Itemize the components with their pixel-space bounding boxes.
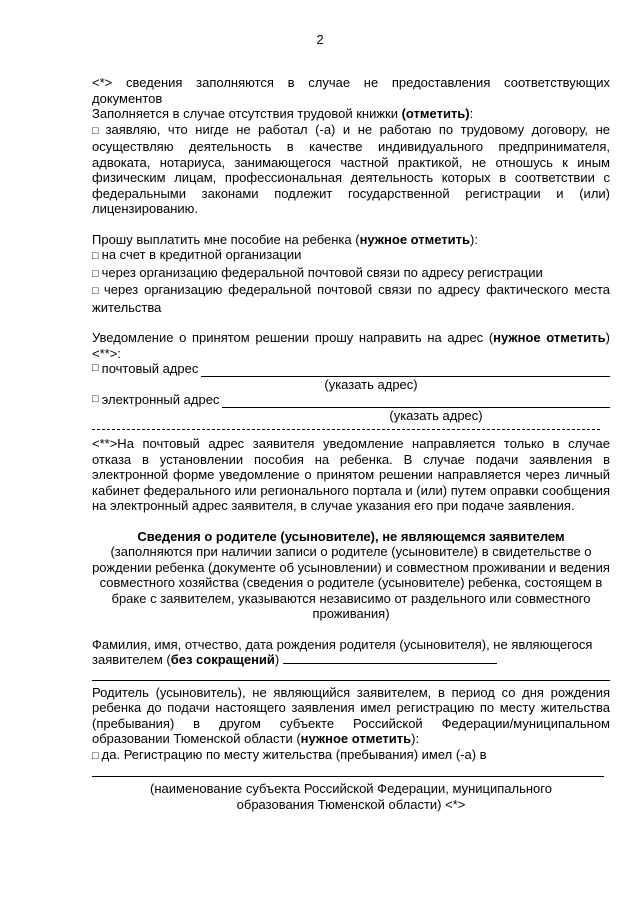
parent-section-subtitle: (заполняются при наличии записи о родителе (усыновителе) в свидетельстве о рождении ребенка (документе об усыновлении) и совместном проживании и ведения совместного хозяйства (сведения о родителе (усыновителе) ребенка, состоящем в браке с заявителем, указываются независимо от раздельного или совместного проживания) xyxy=(92,544,610,621)
notification-lead-text: Уведомление о принятом решении прошу направить на адрес ( xyxy=(92,330,494,345)
payment-option-text: на счет в кредитной организации xyxy=(101,247,302,262)
notification-lead xyxy=(92,330,610,361)
no-workbook-lead-text: Заполняется в случае отсутствия трудовой книжки xyxy=(92,106,402,121)
payment-lead-text: Прошу выплатить мне пособие на ребенка ( xyxy=(92,231,360,247)
checkbox-icon[interactable]: □ xyxy=(92,362,99,374)
parent-registration-yes-text: да. Регистрацию по месту жительства (пребывания) имел (-а) в xyxy=(101,746,487,762)
postal-address-field[interactable] xyxy=(92,361,610,377)
checkbox-icon[interactable]: □ xyxy=(92,267,99,280)
postal-address-line[interactable] xyxy=(201,363,610,377)
checkbox-icon[interactable]: □ xyxy=(92,250,99,262)
postal-address-hint: (указать адрес) xyxy=(324,376,418,392)
parent-registration-body: Родитель (усыновитель), не являющийся заявителем, в период со дня рождения ребенка до подачи настоящего заявления имел регистрацию по месту жительства (пребывания) в другом субъекте Российской Федерации/муниципальном образовании Тюменской области ( xyxy=(92,684,610,746)
checkbox-icon[interactable]: □ xyxy=(92,749,99,762)
subject-line[interactable] xyxy=(92,764,604,777)
form-content xyxy=(92,75,610,812)
parent-registration-end: ): xyxy=(411,731,420,746)
parent-section-title xyxy=(92,529,610,545)
notification-lead-end: ) <**>: xyxy=(92,330,611,361)
parent-section-title-text: Сведения о родителе (усыновителе), не являющемся заявителем xyxy=(137,528,565,544)
checkbox-icon[interactable]: □ xyxy=(92,124,103,137)
payment-lead-end: ): xyxy=(470,231,478,247)
notification-lead-bold: нужное отметить xyxy=(493,330,606,345)
parent-name-label: Фамилия, имя, отчество, дата рождения родителя (усыновителя), не являющегося заявителем ( xyxy=(92,636,593,667)
postal-address-label: почтовый адрес xyxy=(101,361,199,376)
footnote-star: <*> сведения заполняются в случае не предоставления соответствующих документов xyxy=(92,75,610,106)
payment-option-text: через организацию федеральной почтовой связи по адресу фактического места жительства xyxy=(92,282,610,315)
no-workbook-lead-end: : xyxy=(469,106,474,121)
page-number: 2 xyxy=(316,32,324,47)
no-workbook-option[interactable] xyxy=(92,122,610,217)
payment-option-post-registration[interactable] xyxy=(92,265,610,283)
parent-name-label-bold: без сокращений xyxy=(170,652,275,667)
email-address-field[interactable] xyxy=(92,392,610,408)
payment-option-bank[interactable] xyxy=(92,247,610,265)
checkbox-icon[interactable]: □ xyxy=(92,393,99,405)
subject-hint: (наименование субъекта Российской Федерации, муниципального образования Тюменской области) <*> xyxy=(150,781,552,812)
dashed-separator xyxy=(92,429,600,430)
payment-option-text: через организацию федеральной почтовой связи по адресу регистрации xyxy=(101,264,543,280)
parent-name-line[interactable] xyxy=(283,652,497,664)
payment-option-post-actual[interactable] xyxy=(92,282,610,315)
payment-lead-bold: нужное отметить xyxy=(359,231,471,247)
email-address-hint: (указать адрес) xyxy=(389,407,483,423)
no-workbook-lead-bold: (отметить) xyxy=(401,106,470,121)
payment-lead xyxy=(92,232,610,248)
parent-name-line-2[interactable] xyxy=(92,668,610,681)
parent-registration-text xyxy=(92,685,610,747)
no-workbook-lead xyxy=(92,106,610,122)
email-address-line[interactable] xyxy=(222,394,610,408)
no-workbook-option-text: заявляю, что нигде не работал (-а) и не работаю по трудовому договору, не осуществляю деятельность в качестве индивидуального предпринимателя, адвоката, нотариуса, занимающегося частной практикой, не отношусь к иным физическим лицам, профессиональная деятельность которых в соответствии с федеральными законами подлежит государственной регистрации и (или) лицензированию. xyxy=(92,121,610,216)
parent-registration-bold: нужное отметить xyxy=(300,731,412,746)
parent-registration-yes[interactable] xyxy=(92,747,610,765)
parent-name-field[interactable] xyxy=(92,637,610,668)
checkbox-icon[interactable]: □ xyxy=(92,285,101,297)
email-address-label: электронный адрес xyxy=(101,392,220,407)
parent-name-label-end: ) xyxy=(274,652,280,667)
footnote-double-star: <**>На почтовый адрес заявителя уведомление направляется только в случае отказа в установлении пособия на ребенка. В случае подачи заявления в электронной форме уведомление о принятом решении направляется через личный кабинет федерального или регионального портала и (или) путем оправки сообщения на электронный адрес заявителя, в случае указания его при подаче заявления. xyxy=(92,436,610,513)
